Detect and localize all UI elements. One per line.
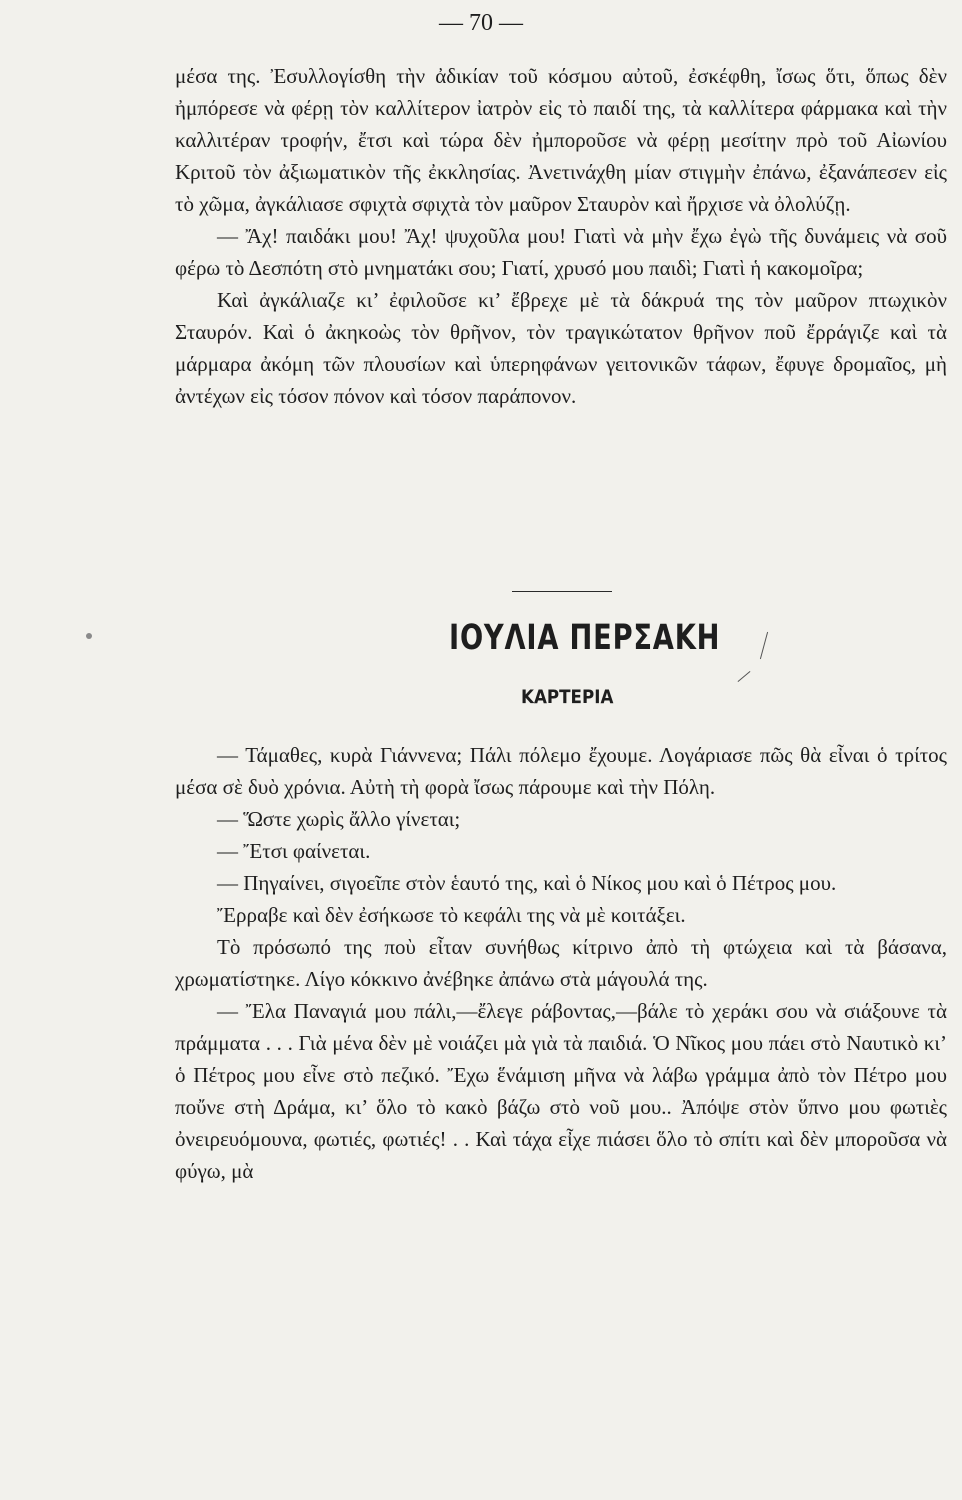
paragraph: — Ἔτσι φαίνεται.: [217, 839, 371, 863]
paragraph: μέσα της. Ἐσυλλογίσθη τὴν ἀδικίαν τοῦ κόσμου αὐτοῦ, ἐσκέφθη, ἴσως ὅτι, ὅπως δὲν ἠμπόρεσε νὰ φέρῃ τὸν καλλίτερον ἰατρὸν εἰς τὸ παιδί της, τὰ καλλίτερα φάρμακα καὶ τὴν καλλιτέραν τροφήν, ἔτσι καὶ τώρα δὲν ἠμποροῦσε νὰ φέρῃ μεσίτην πρὸ τοῦ Αἰωνίου Κριτοῦ τὸν ἀξιωματικὸν τῆς ἐκκλησίας. Ἀνετινάχθη μίαν στιγμὴν ἐπάνω, ἐξανάπεσεν εἰς τὸ χῶμα, ἀγκάλιασε σφιχτὰ σφιχτὰ τὸν μαῦρον Σταυρὸν καὶ ἤρχισε νὰ ὀλολύζῃ.: [175, 64, 947, 216]
paragraph: — Πηγαίνει, σιγοεῖπε στὸν ἑαυτό της, καὶ ὁ Νίκος μου καὶ ὁ Πέτρος μου.: [217, 871, 837, 895]
author-heading: ΙΟΥΛΙΑ ΠΕΡΣΑΚΗ: [449, 618, 721, 658]
story-ending: [175, 60, 947, 412]
paragraph: Ἔρραβε καὶ δὲν ἐσήκωσε τὸ κεφάλι της νὰ μὲ κοιτάξει.: [217, 903, 686, 927]
paragraph: — Ὥστε χωρὶς ἄλλο γίνεται;: [217, 807, 461, 831]
story-body: [175, 739, 947, 1187]
paragraph: — Ἄχ! παιδάκι μου! Ἄχ! ψυχοῦλα μου! Γιατὶ νὰ μὴν ἔχω ἐγὼ τῆς δυνάμεις νὰ σοῦ φέρω τὸ Δεσπότη στὸ μνηματάκι σου; Γιατί, χρυσό μου παιδὶ; Γιατὶ ἡ κακομοῖρα;: [175, 224, 947, 280]
story-title: ΚΑΡΤΕΡΙΑ: [521, 686, 614, 708]
paragraph: Καὶ ἀγκάλιαζε κι’ ἐφιλοῦσε κι’ ἔβρεχε μὲ τὰ δάκρυά της τὸν μαῦρον πτωχικὸν Σταυρόν. Καὶ ὁ ἀκηκοὼς τὸν θρῆνον, τὸν τραγικώτατον θρῆνον ποῦ ἔρράγιζε καὶ τὰ μάρμαρα ἀκόμη τῶν πλουσίων καὶ ὑπερηφάνων γειτονικῶν τάφων, ἔφυγε δρομαῖος, μὴ ἀντέχων εἰς τόσον πόνον καὶ τόσον παράπονον.: [175, 288, 947, 408]
section-divider: [512, 591, 612, 592]
pencil-mark: [760, 632, 768, 659]
pencil-mark: [738, 671, 751, 682]
paragraph: Τὸ πρόσωπό της ποὺ εἶταν συνήθως κίτρινο ἀπὸ τὴ φτώχεια καὶ τὰ βάσανα, χρωματίστηκε. Λίγο κόκκινο ἀνέβηκε ἀπάνω στὰ μάγουλά της.: [175, 935, 947, 991]
page-number: — 70 —: [439, 10, 523, 36]
paragraph: — Ἔλα Παναγιά μου πάλι,—ἔλεγε ράβοντας,—βάλε τὸ χεράκι σου νὰ σιάξουνε τὰ πράμματα . . . Γιὰ μένα δὲν μὲ νοιάζει μὰ γιὰ τὰ παιδιά. Ὁ Νῖκος μου πάει στὸ Ναυτικὸ κι’ ὁ Πέτρος μου εἶνε στὸ πεζικό. Ἔχω ἕνάμιση μῆνα νὰ λάβω γράμμα ἀπὸ τὸν Πέτρο μου ποὔνε στὴ Δράμα, κι’ ὅλο τὸ κακὸ βάζω στὸ νοῦ μου.. Ἀπόψε στὸν ὕπνο μου φωτιὲς ὀνειρευόμουνα, φωτιές, φωτιές! . . Καὶ τάχα εἶχε πιάσει ὅλο τὸ σπίτι καὶ δὲν μποροῦσα νὰ φύγω, μὰ: [175, 999, 947, 1183]
paragraph: — Τάμαθες, κυρὰ Γιάννενα; Πάλι πόλεμο ἔχουμε. Λογάριασε πῶς θὰ εἶναι ὁ τρίτος μέσα σὲ δυὸ χρόνια. Αὐτὴ τὴ φορὰ ἴσως πάρουμε καὶ τὴν Πόλη.: [175, 743, 947, 799]
margin-dot: [86, 633, 92, 639]
